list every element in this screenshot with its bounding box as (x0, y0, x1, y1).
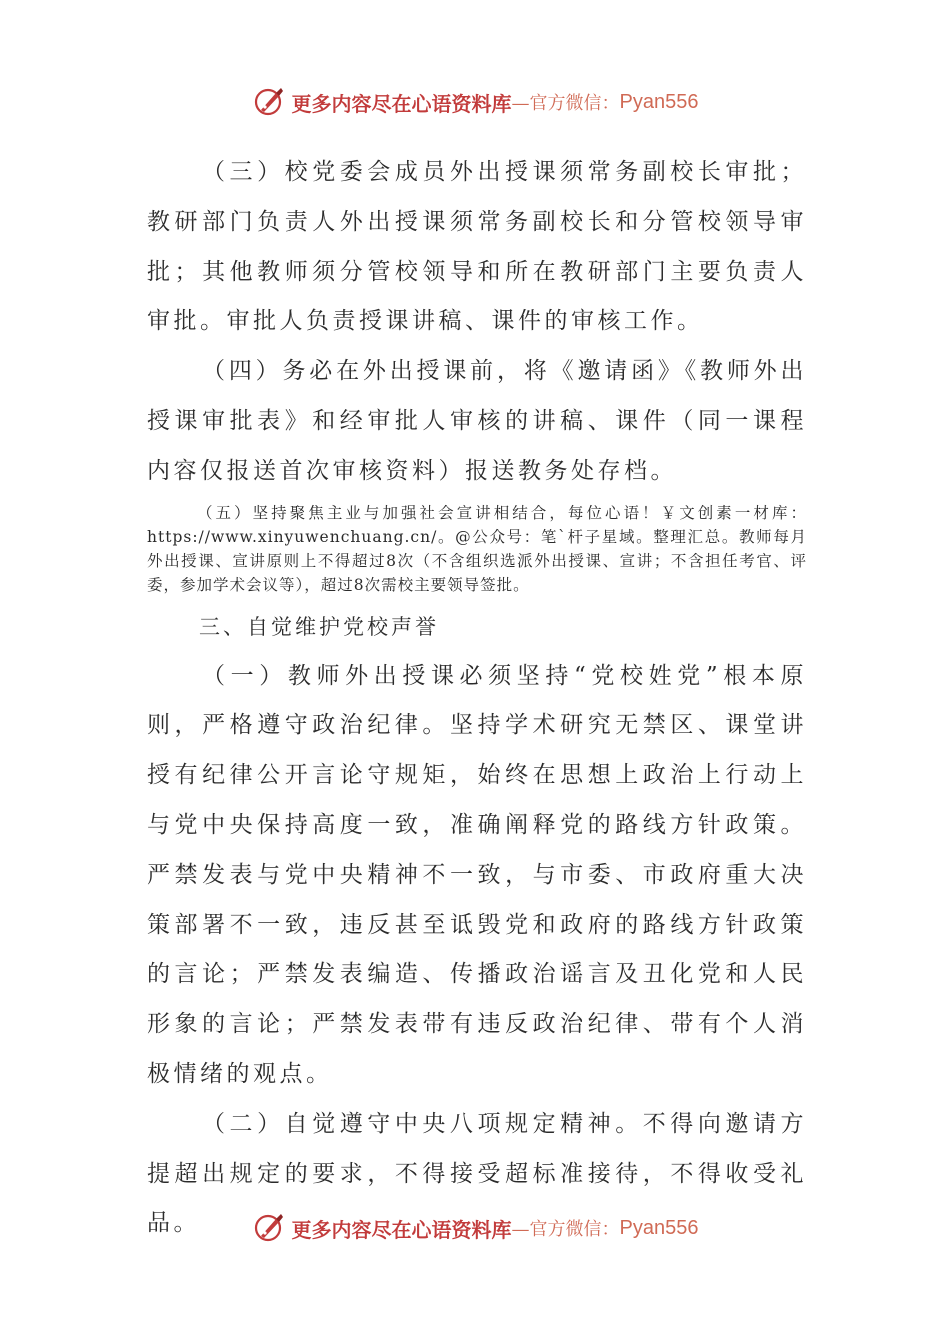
footer-banner (0, 1206, 950, 1250)
paragraph-item-5: （五）坚持聚焦主业与加强社会宣讲相结合，每位心语！￥文创素一材库：https://www.xinyuwenchuang.cn/。@公众号：笔`杆子星域。整理汇总。教师每月外出授课、宣讲原则上不得超过8次（不含组织选派外出授课、宣讲；不含担任考官、评委，参加学术会议等），超过8次需校主要领导签批。 (147, 503, 807, 594)
banner-wechat-label: —官方微信： (511, 93, 620, 114)
footer-banner-title: 更多内容尽在心语资料库 (291, 1217, 512, 1242)
banner-wechat-id: Pyan556 (619, 90, 699, 113)
paragraph-item-3: （三）校党委会成员外出授课须常务副校长审批；教研部门负责人外出授课须常务副校长和分管校领导审批；其他教师须分管校领导和所在教研部门主要负责人审批。审批人负责授课讲稿、课件的审核工作。 (147, 159, 807, 335)
section3-paragraph-2: （二）自觉遵守中央八项规定精神。不得向邀请方提超出规定的要求，不得接受超标准接待，不得收受礼品。 (147, 1110, 807, 1237)
section3-paragraph-1: （一）教师外出授课必须坚持“党校姓党”根本原则，严格遵守政治纪律。坚持学术研究无禁区、课堂讲授有纪律公开言论守规矩，始终在思想上政治上行动上与党中央保持高度一致，准确阐释党的路线方针政策。严禁发表与党中央精神不一致，与市委、市政府重大决策部署不一致，违反甚至诋毁党和政府的路线方针政策的言论；严禁发表编造、传播政治谣言及丑化党和人民形象的言论；严禁发表带有违反政治纪律、带有个人消极情绪的观点。 (147, 662, 807, 1087)
section-heading-3: 三、自觉维护党校声誉 (199, 614, 439, 639)
footer-banner-wechat-id: Pyan556 (619, 1216, 699, 1239)
paragraph-item-4: （四）务必在外出授课前，将《邀请函》《教师外出授课审批表》和经审批人审核的讲稿、课件（同一课程内容仅报送首次审核资料）报送教务处存档。 (147, 358, 807, 484)
pen-logo-icon (252, 1211, 286, 1245)
header-banner (0, 80, 950, 124)
document-body (147, 148, 807, 1249)
footer-banner-wechat-label: —官方微信： (511, 1219, 620, 1240)
pen-logo-icon (252, 85, 286, 119)
banner-title: 更多内容尽在心语资料库 (291, 91, 512, 116)
